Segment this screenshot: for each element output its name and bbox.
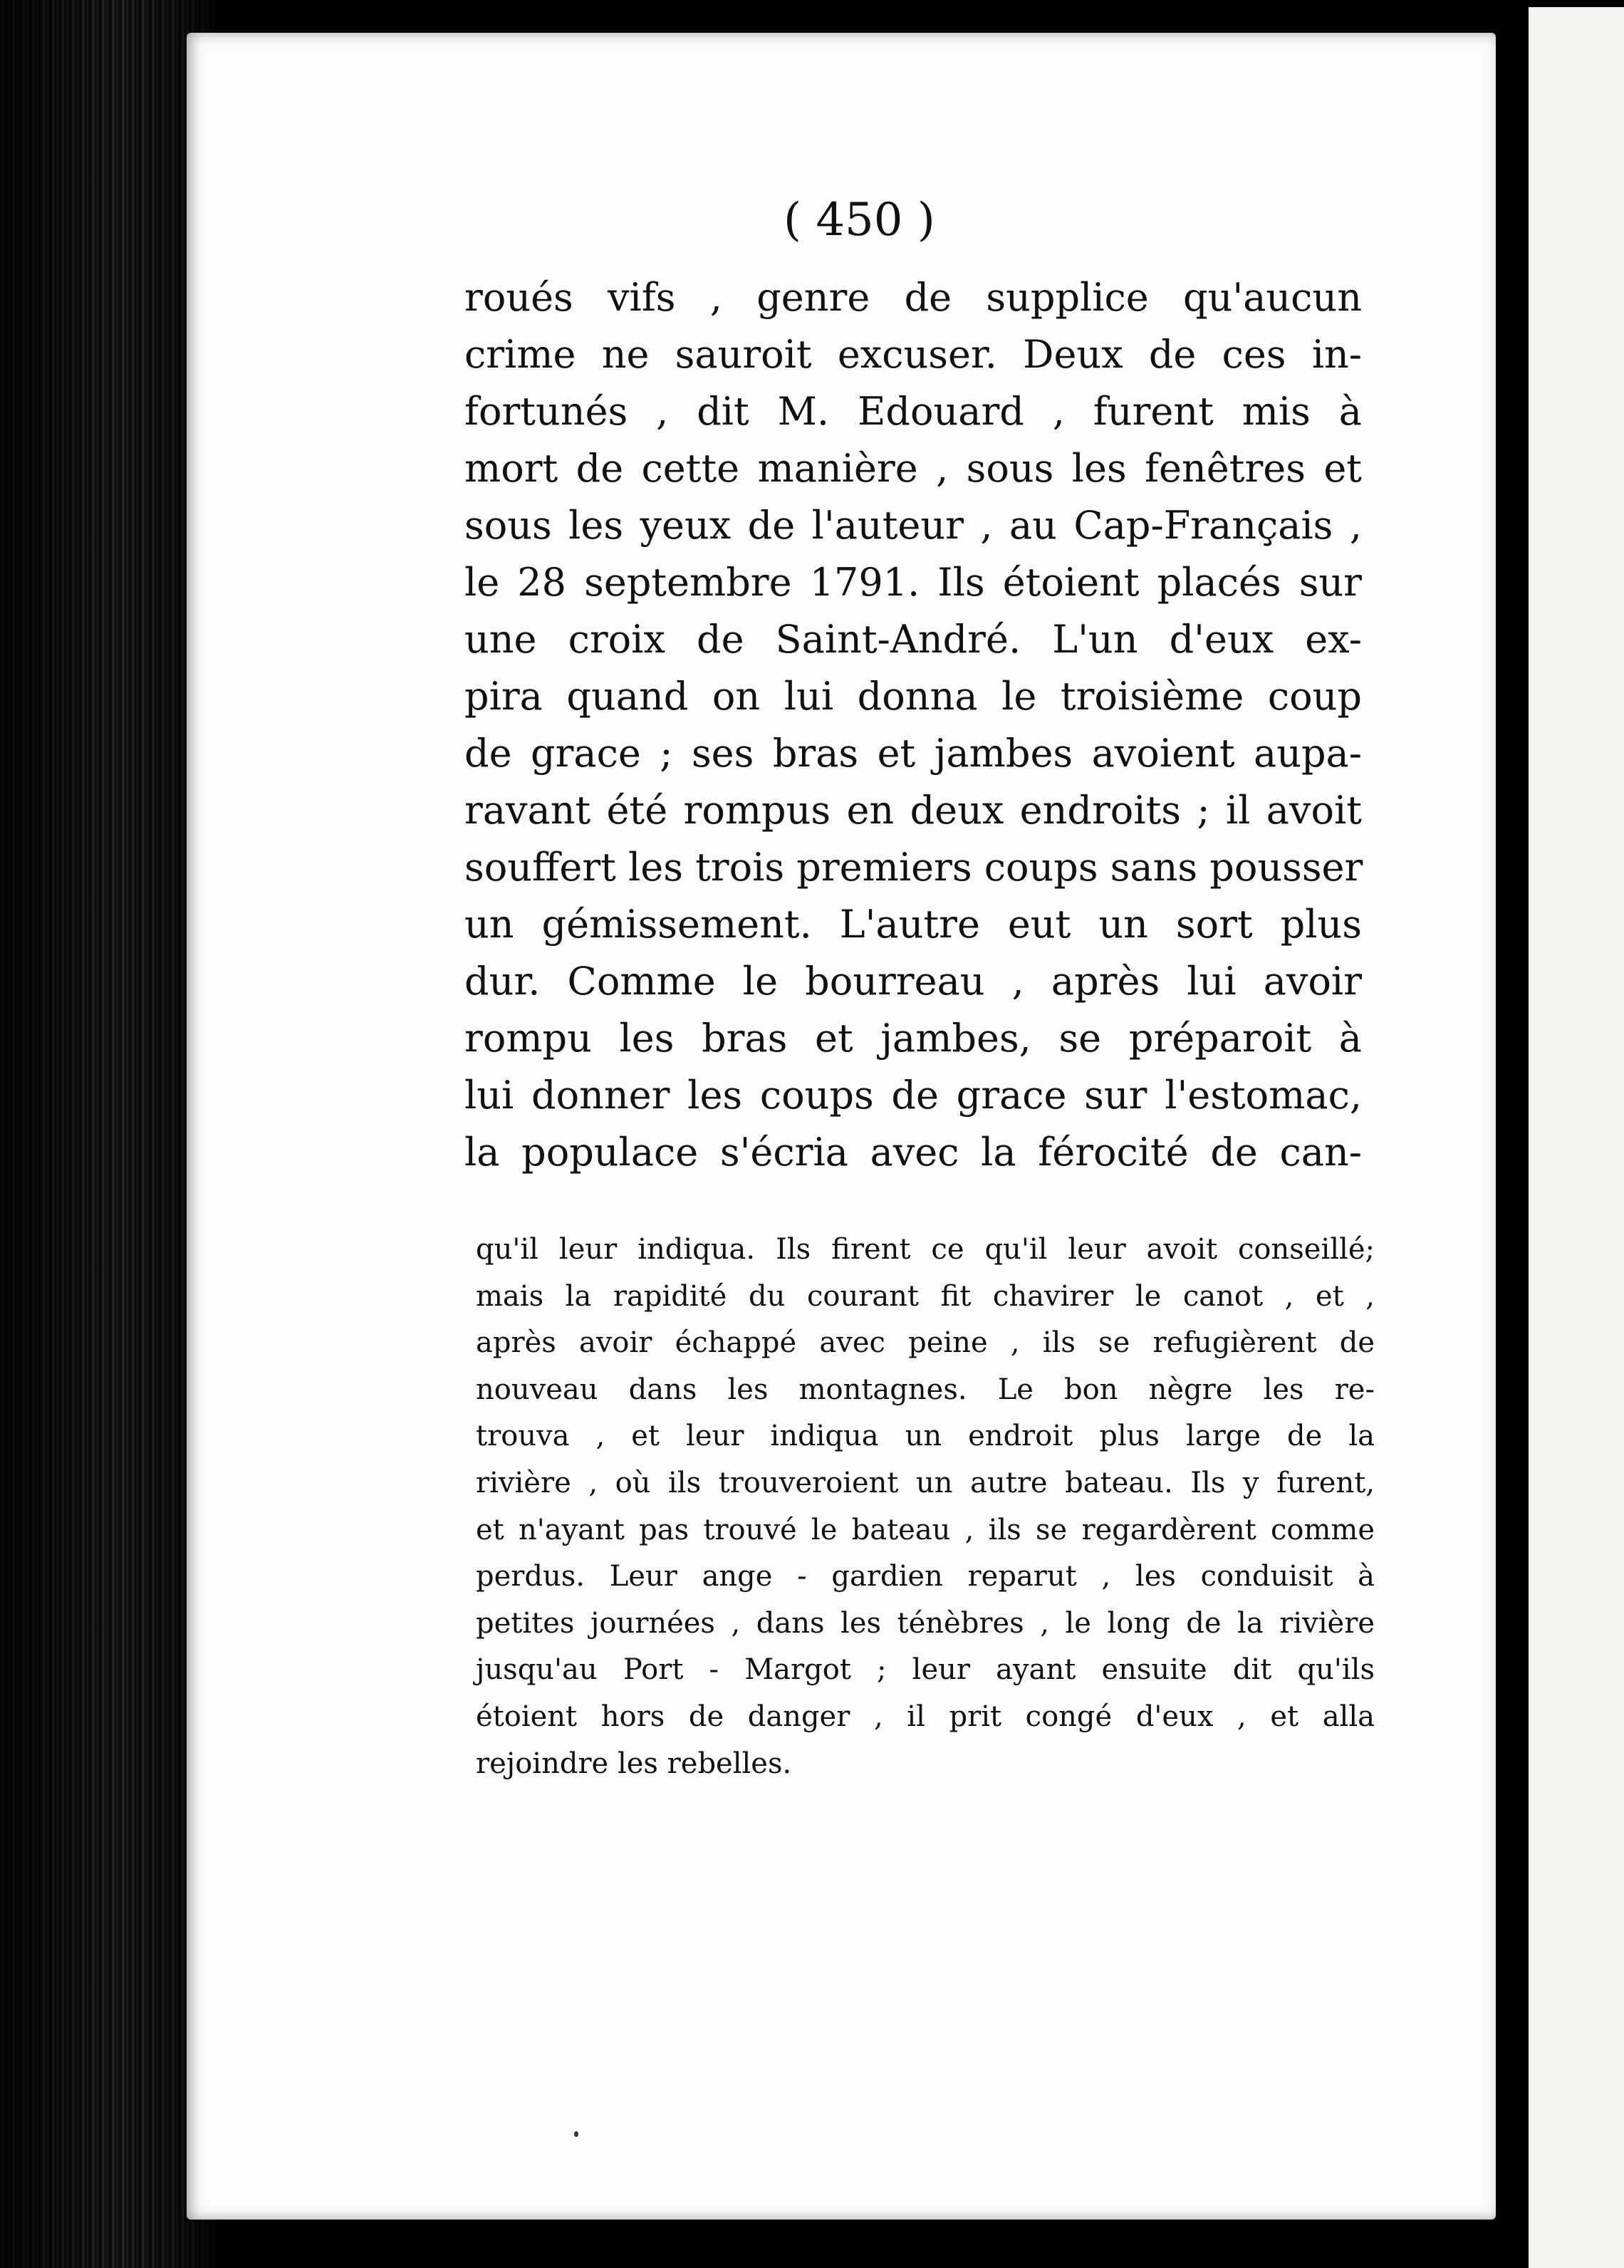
main-text-line: souffert les trois premiers coups sans pousser [464, 845, 1363, 890]
footnote-line: et n'ayant pas trouvé le bateau , ils se regardèrent comme [476, 1513, 1375, 1546]
main-text-line: fortunés , dit M. Edouard , furent mis à [464, 389, 1362, 434]
footnote-line: trouva , et leur indiqua un endroit plus large de la [476, 1420, 1375, 1453]
main-text-line: pira quand on lui donna le troisième coup [464, 674, 1362, 719]
footnote-line: étoient hors de danger , il prit congé d'eux , et alla [476, 1700, 1375, 1733]
footnote-line: qu'il leur indiqua. Ils firent ce qu'il leur avoit conseillé; [476, 1233, 1375, 1266]
ink-speck [574, 2131, 578, 2137]
footnote-line: nouveau dans les montagnes. Le bon nègre les re- [476, 1373, 1375, 1406]
footnote-line: rivière , où ils trouveroient un autre bateau. Ils y furent, [476, 1466, 1375, 1499]
footnote-line: perdus. Leur ange - gardien reparut , les conduisit à [476, 1560, 1375, 1593]
main-text-line: mort de cette manière , sous les fenêtres et [464, 446, 1362, 491]
main-text-line: roués vifs , genre de supplice qu'aucun [464, 275, 1362, 320]
footnote-line: petites journées , dans les ténèbres , le long de la rivière [476, 1606, 1375, 1640]
main-text-line: une croix de Saint-André. L'un d'eux ex- [464, 617, 1362, 662]
main-text-line: crime ne sauroit excuser. Deux de ces in- [464, 332, 1362, 377]
footnote-block [476, 1227, 1375, 1787]
page-number: ( 450 ) [784, 194, 935, 246]
main-text-line: rompu les bras et jambes, se préparoit à [464, 1016, 1362, 1061]
main-text-block [464, 269, 1362, 1181]
binding-shadow [0, 0, 214, 2268]
main-text-line: la populace s'écria avec la férocité de can- [464, 1130, 1362, 1175]
footnote-line: jusqu'au Port - Margot ; leur ayant ensuite dit qu'ils [476, 1653, 1375, 1687]
facing-page-edge [1521, 7, 1624, 2268]
footnote-line: après avoir échappé avec peine , ils se refugièrent de [476, 1326, 1375, 1360]
footnote-line: mais la rapidité du courant fit chavirer le canot , et , [476, 1279, 1375, 1313]
main-text-line: le 28 septembre 1791. Ils étoient placés sur [464, 560, 1362, 605]
main-text-line: un gémissement. L'autre eut un sort plus [464, 902, 1362, 947]
main-text-line: de grace ; ses bras et jambes avoient aupa- [464, 731, 1362, 776]
main-text-line: ravant été rompus en deux endroits ; il avoit [464, 788, 1362, 833]
footnote-line: rejoindre les rebelles. [476, 1747, 792, 1780]
main-text-line: lui donner les coups de grace sur l'estomac, [464, 1073, 1362, 1118]
main-text-line: dur. Comme le bourreau , après lui avoir [464, 959, 1362, 1004]
main-text-line: sous les yeux de l'auteur , au Cap-Français , [464, 503, 1362, 548]
